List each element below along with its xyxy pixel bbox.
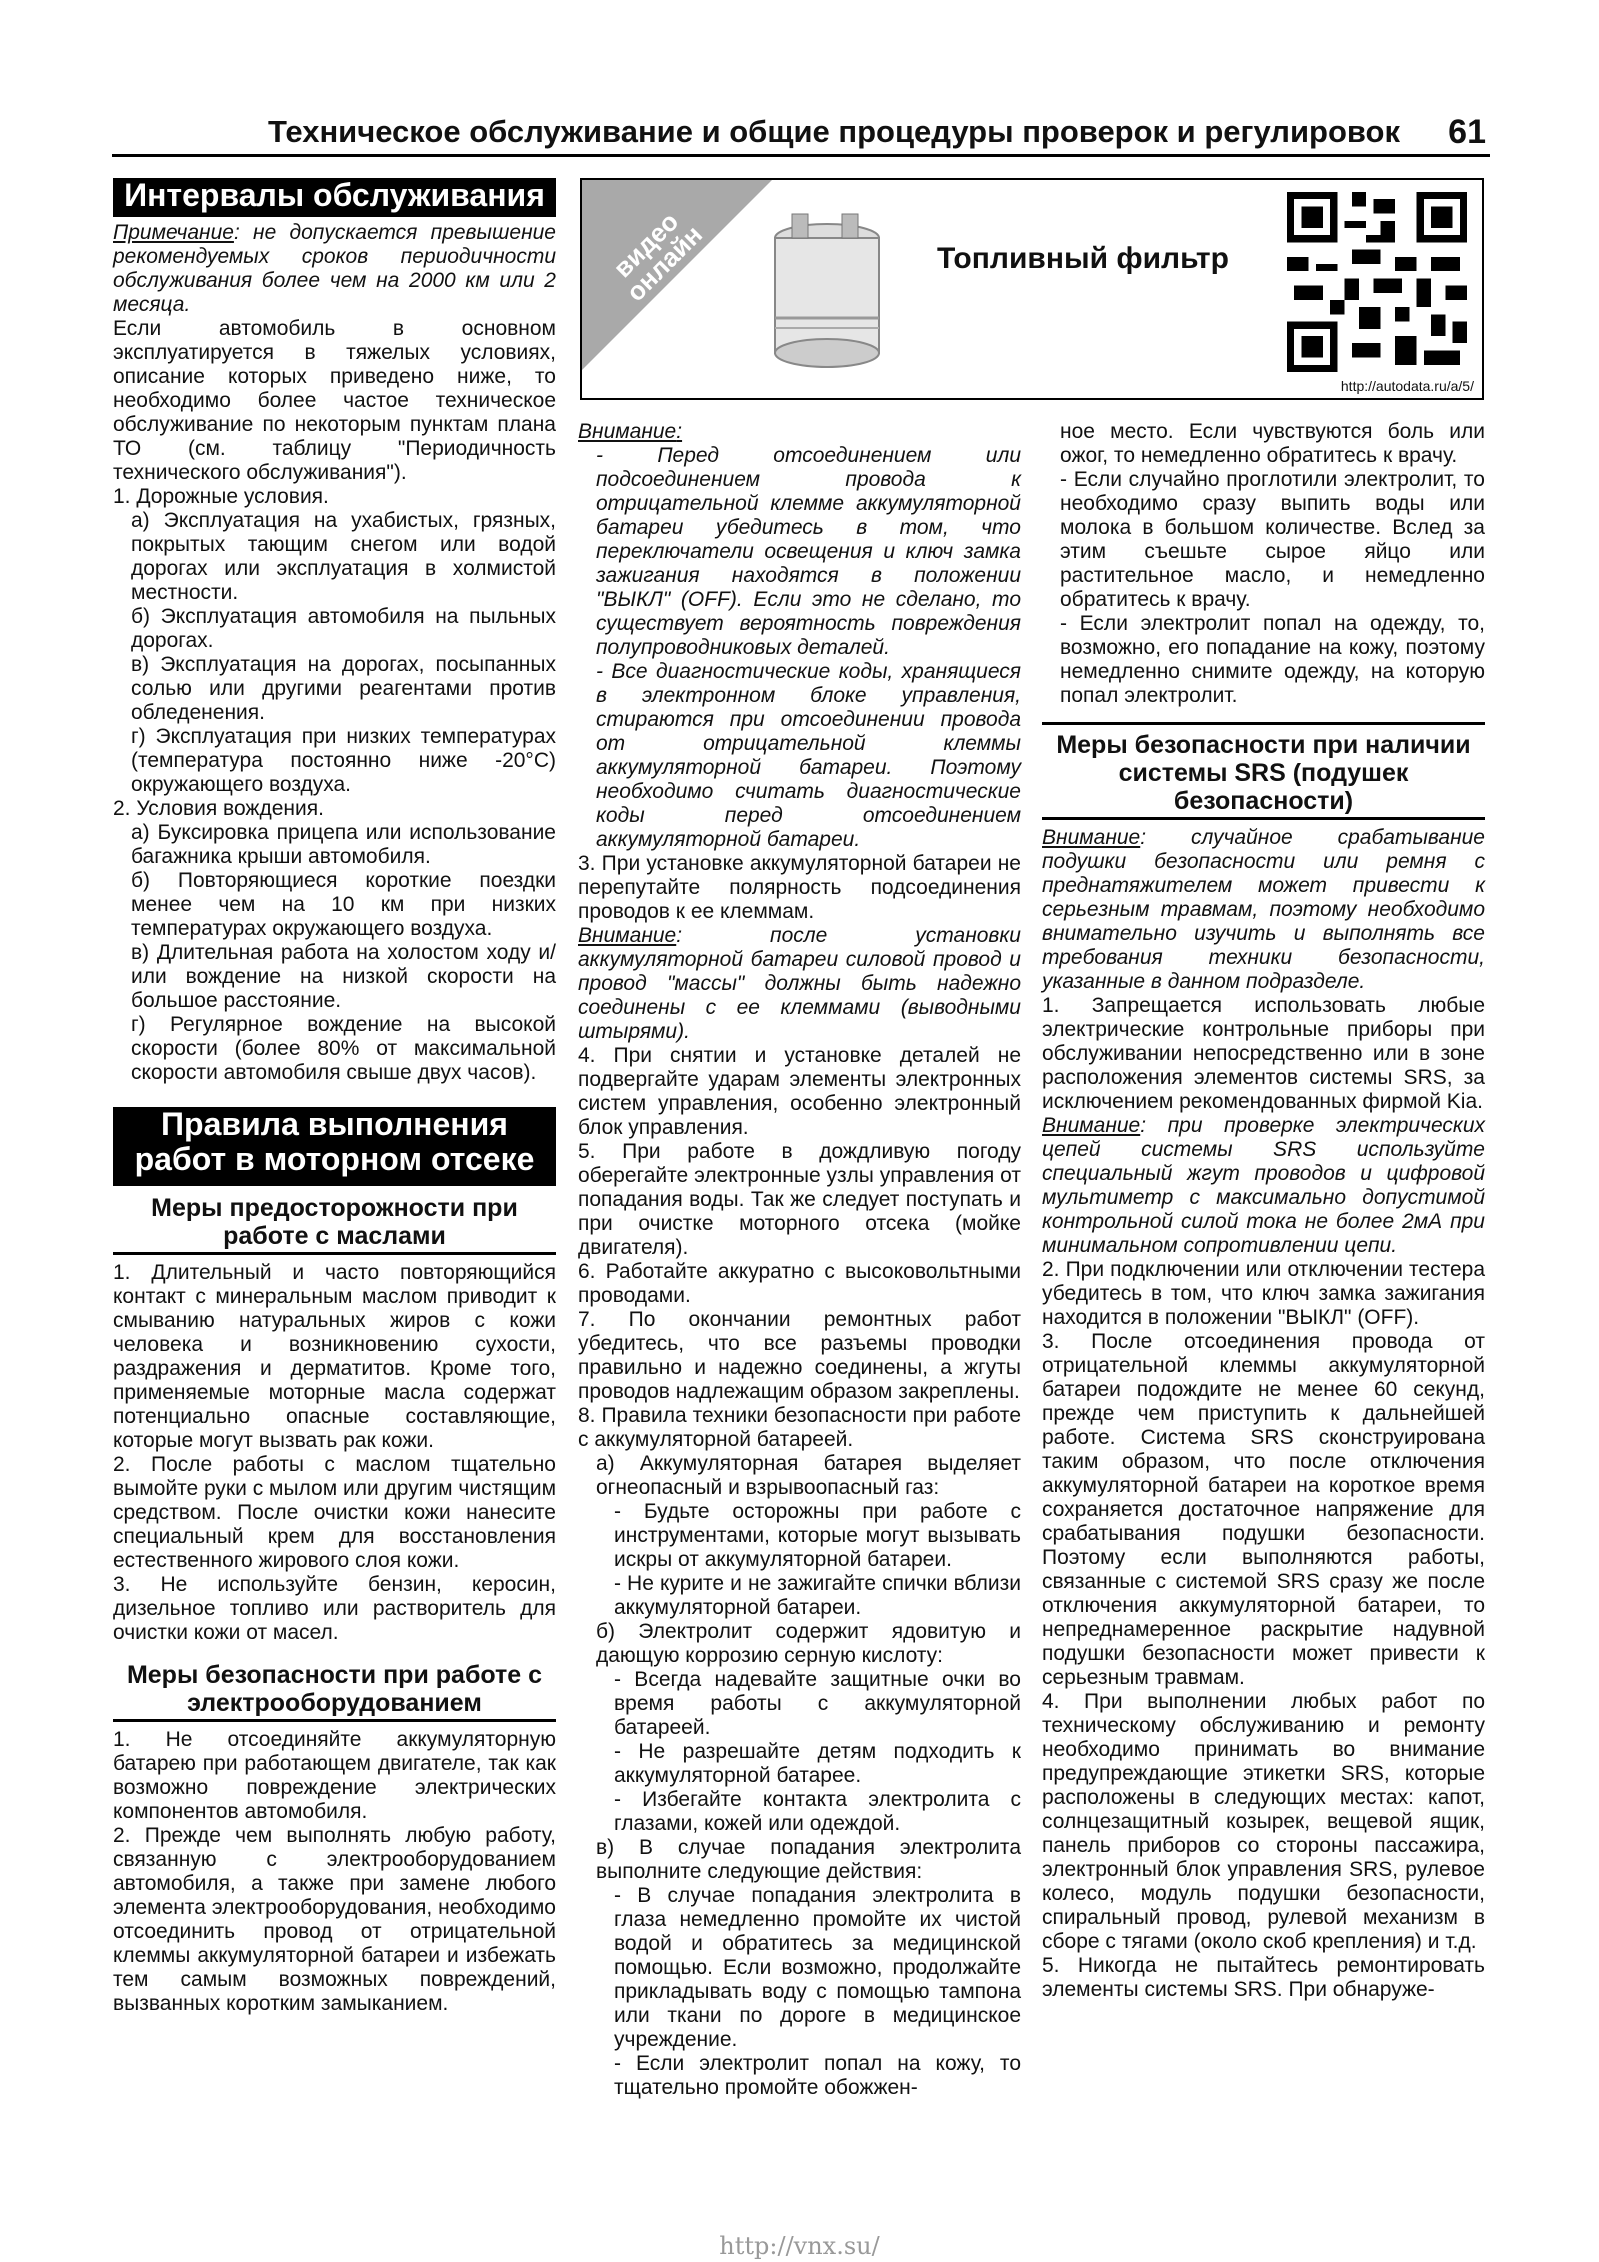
list-item: в) Длительная работа на холостом ходу и/или вождение на низкой скорости на большое расстояние.: [131, 941, 556, 1012]
list-item: 2. Условия вождения.: [113, 797, 324, 820]
list-item: - Избегайте контакта электролита с глазами, кожей или одеждой.: [614, 1788, 1021, 1835]
video-url[interactable]: http://autodata.ru/a/5/: [1340, 378, 1474, 394]
list-item: 1. Дорожные условия.: [113, 485, 329, 508]
list-item: - В случае попадания электролита в глаза немедленно промойте их чистой водой и обратитесь за медицинской помощью. Если возможно, продолжайте прикладывать воду с помощью тампона или ткани по дороге в медицинское учреждение.: [614, 1884, 1021, 2051]
attention-label: Внимание:: [578, 420, 683, 443]
list-item: в) Эксплуатация на дорогах, посыпанных солью или другими реагентами против обледенения.: [131, 653, 556, 724]
section-heading-engine-bay: Правила выполнения работ в моторном отсеке: [113, 1107, 556, 1186]
list-item: г) Регулярное вождение на высокой скорости (более 80% от максимальной скорости автомобиля свыше двух часов).: [131, 1013, 556, 1084]
list-item: б) Электролит содержит ядовитую и дающую коррозию серную кислоту:: [596, 1620, 1021, 1667]
column-2: [578, 420, 1021, 2100]
list-item: а) Буксировка прицепа или использование багажника крыши автомобиля.: [131, 821, 556, 868]
paragraph: 5. При работе в дождливую погоду оберегайте электронные узлы управления от попадания воды. Так же следует поступать и при очистке моторного отсека (мойке двигателя).: [578, 1140, 1021, 1259]
page-number: 61: [1448, 113, 1486, 151]
paragraph: 5. Никогда не пытайтесь ремонтировать элементы системы SRS. При обнаруже-: [1042, 1954, 1485, 2001]
watermark: http://vnx.su/: [719, 2232, 880, 2260]
subsection-heading-electrical: Меры безопасности при работе с электрооборудованием: [113, 1661, 556, 1722]
list-item: - Не курите и не зажигайте спички вблизи аккумуляторной батареи.: [614, 1572, 1021, 1619]
paragraph: 3. При установке аккумуляторной батареи не перепутайте полярность подсоединения проводов к ее клеммам.: [578, 852, 1021, 923]
paragraph: 4. При снятии и установке деталей не подвергайте ударам элементы электронных систем управления, особенно электронный блок управления.: [578, 1044, 1021, 1139]
paragraph: 1. Длительный и часто повторяющийся контакт с минеральным маслом приводит к смыванию натуральных жиров с кожи человека и возникновению сухости, раздражения и дерматитов. Кроме того, применяемые моторные масла содержат потенциально опасные составляющие, которые могут вызвать рак кожи.: [113, 1261, 556, 1452]
video-title: Топливный фильтр: [937, 242, 1229, 275]
column-1: [113, 178, 556, 2016]
attention-note: Внимание: после установки аккумуляторной батареи силовой провод и провод "массы" должны быть надежно соединены с ее клеммами (выводными штырями).: [578, 924, 1021, 1043]
paragraph: 2. Прежде чем выполнять любую работу, связанную с электрооборудованием автомобиля, а также при замене любого элемента электрооборудования, необходимо отсоединить провод от отрицательной клеммы аккумуляторной батареи и избежать тем самым возможных повреждений, вызванных коротким замыканием.: [113, 1824, 556, 2015]
chapter-title: Техническое обслуживание и общие процедуры проверок и регулировок: [267, 114, 1400, 149]
list-item: - Будьте осторожны при работе с инструментами, которые могут вызывать искры от аккумуляторной батареи.: [614, 1500, 1021, 1571]
paragraph: 3. После отсоединения провода от отрицательной клеммы аккумуляторной батареи подождите не менее 60 секунд, прежде чем приступить к дальнейшей работе. Система SRS сконструирована таким образом, что после отключения аккумуляторной батареи на короткое время сохраняется достаточное напряжение для срабатывания подушки безопасности. Поэтому если выполняются работы, связанные с системой SRS сразу же после отключения аккумуляторной батареи, то непреднамеренное раскрытие надувной подушки безопасности может привести к серьезным травмам.: [1042, 1330, 1485, 1689]
paragraph: 2. При подключении или отключении тестера убедитесь в том, что ключ замка зажигания находится в положении "ВЫКЛ" (OFF).: [1042, 1258, 1485, 1329]
qr-code-icon[interactable]: [1287, 192, 1467, 372]
paragraph: 7. По окончании ремонтных работ убедитесь, что все разъемы проводки правильно и надежно соединены, а жгуты проводов надлежащим образом закреплены.: [578, 1308, 1021, 1403]
attention-item: - Перед отсоединением или подсоединением провода к отрицательной клемме аккумуляторной батареи убедитесь в том, что переключатели освещения и ключ замка зажигания находятся в положении "ВЫКЛ" (OFF). Если это не сделано, то существует вероятность повреждения полупроводниковых деталей.: [596, 444, 1021, 659]
paragraph: 1. Не отсоединяйте аккумуляторную батарею при работающем двигателе, так как возможно повреждение электрических компонентов автомобиля.: [113, 1728, 556, 1823]
paragraph: Если автомобиль в основном эксплуатируется в тяжелых условиях, описание которых приведено ниже, то необходимо более частое техническое обслуживание по некоторым пунктам плана ТО (см. таблицу "Периодичность технического обслуживания").: [113, 317, 556, 484]
list-item: - Если электролит попал на кожу, то тщательно промойте обожжен-: [614, 2052, 1021, 2099]
attention-note: Внимание: случайное срабатывание подушки безопасности или ремня с преднатяжителем может привести к серьезным травмам, поэтому необходимо внимательно изучить и выполнять все требования техники безопасности, указанные в данном подразделе.: [1042, 826, 1485, 993]
page-header: [112, 113, 1490, 157]
list-item: а) Аккумуляторная батарея выделяет огнеопасный и взрывоопасный газ:: [596, 1452, 1021, 1499]
list-item: а) Эксплуатация на ухабистых, грязных, покрытых тающим снегом или водой дорогах или эксплуатация в холмистой местности.: [131, 509, 556, 604]
paragraph: - Если случайно проглотили электролит, то необходимо сразу выпить воды или молока в большом количестве. Вслед за этим съешьте сырое яйцо или растительное масло, и немедленно обратитесь к врачу.: [1060, 468, 1485, 611]
note: Примечание: не допускается превышение рекомендуемых сроков периодичности обслуживания более чем на 2000 км или 2 месяца.: [113, 221, 556, 316]
paragraph: 1. Запрещается использовать любые электрические контрольные приборы при обслуживании непосредственно или в зоне расположения элементов системы SRS, за исключением рекомендованных фирмой Kia.: [1042, 994, 1485, 1113]
paragraph: ное место. Если чувствуются боль или ожог, то немедленно обратитесь к врачу.: [1060, 420, 1485, 467]
list-item: г) Эксплуатация при низких температурах (температура постоянно ниже -20°С) окружающего воздуха.: [131, 725, 556, 796]
attention-note: Внимание: при проверке электрических цепей системы SRS используйте специальный жгут проводов и цифровой мультиметр с максимально допустимой контрольной силой тока не более 2мА при минимальном сопротивлении цепи.: [1042, 1114, 1485, 1257]
list-item: - Не разрешайте детям подходить к аккумуляторной батарее.: [614, 1740, 1021, 1787]
fuel-filter-icon: [767, 208, 887, 373]
list-item: - Всегда надевайте защитные очки во время работы с аккумуляторной батареей.: [614, 1668, 1021, 1739]
attention-item: - Все диагностические коды, хранящиеся в электронном блоке управления, стираются при отсоединении провода от отрицательной клеммы аккумуляторной батареи. Поэтому необходимо считать диагностические коды перед отсоединением аккумуляторной батареи.: [596, 660, 1021, 851]
video-online-box[interactable]: [580, 178, 1484, 400]
paragraph: 6. Работайте аккуратно с высоковольтными проводами.: [578, 1260, 1021, 1307]
list-item: в) В случае попадания электролита выполните следующие действия:: [596, 1836, 1021, 1883]
list-item: б) Эксплуатация автомобиля на пыльных дорогах.: [131, 605, 556, 652]
column-3: [1042, 420, 1485, 2002]
paragraph: 4. При выполнении любых работ по техническому обслуживанию и ремонту необходимо принимать во внимание предупреждающие этикетки SRS, которые расположены в следующих местах: капот, солнцезащитный козырек, вещевой ящик, панель приборов со стороны пассажира, электронный блок управления SRS, рулевое колесо, модуль подушки безопасности, спиральный провод, рулевой механизм в сборе с тягами (около скоб крепления) и т.д.: [1042, 1690, 1485, 1953]
subsection-heading-srs: Меры безопасности при наличии системы SRS (подушек безопасности): [1042, 722, 1485, 820]
subsection-heading-oils: Меры предосторожности при работе с маслами: [113, 1194, 556, 1255]
section-heading-intervals: Интервалы обслуживания: [113, 178, 556, 217]
paragraph: 2. После работы с маслом тщательно вымойте руки с мылом или другим чистящим средством. После очистки кожи нанесите специальный крем для восстановления естественного жирового слоя кожи.: [113, 1453, 557, 1572]
paragraph: - Если электролит попал на одежду, то, возможно, его попадание на кожу, поэтому немедленно снимите одежду, на которую попал электролит.: [1060, 612, 1485, 707]
paragraph: 8. Правила техники безопасности при работе с аккумуляторной батареей.: [578, 1404, 1021, 1451]
paragraph: 3. Не используйте бензин, керосин, дизельное топливо или растворитель для очистки кожи от масел.: [113, 1573, 556, 1644]
video-badge-label: видео онлайн: [607, 206, 709, 308]
list-item: б) Повторяющиеся короткие поездки менее чем на 10 км при низких температурах окружающего воздуха.: [131, 869, 556, 940]
